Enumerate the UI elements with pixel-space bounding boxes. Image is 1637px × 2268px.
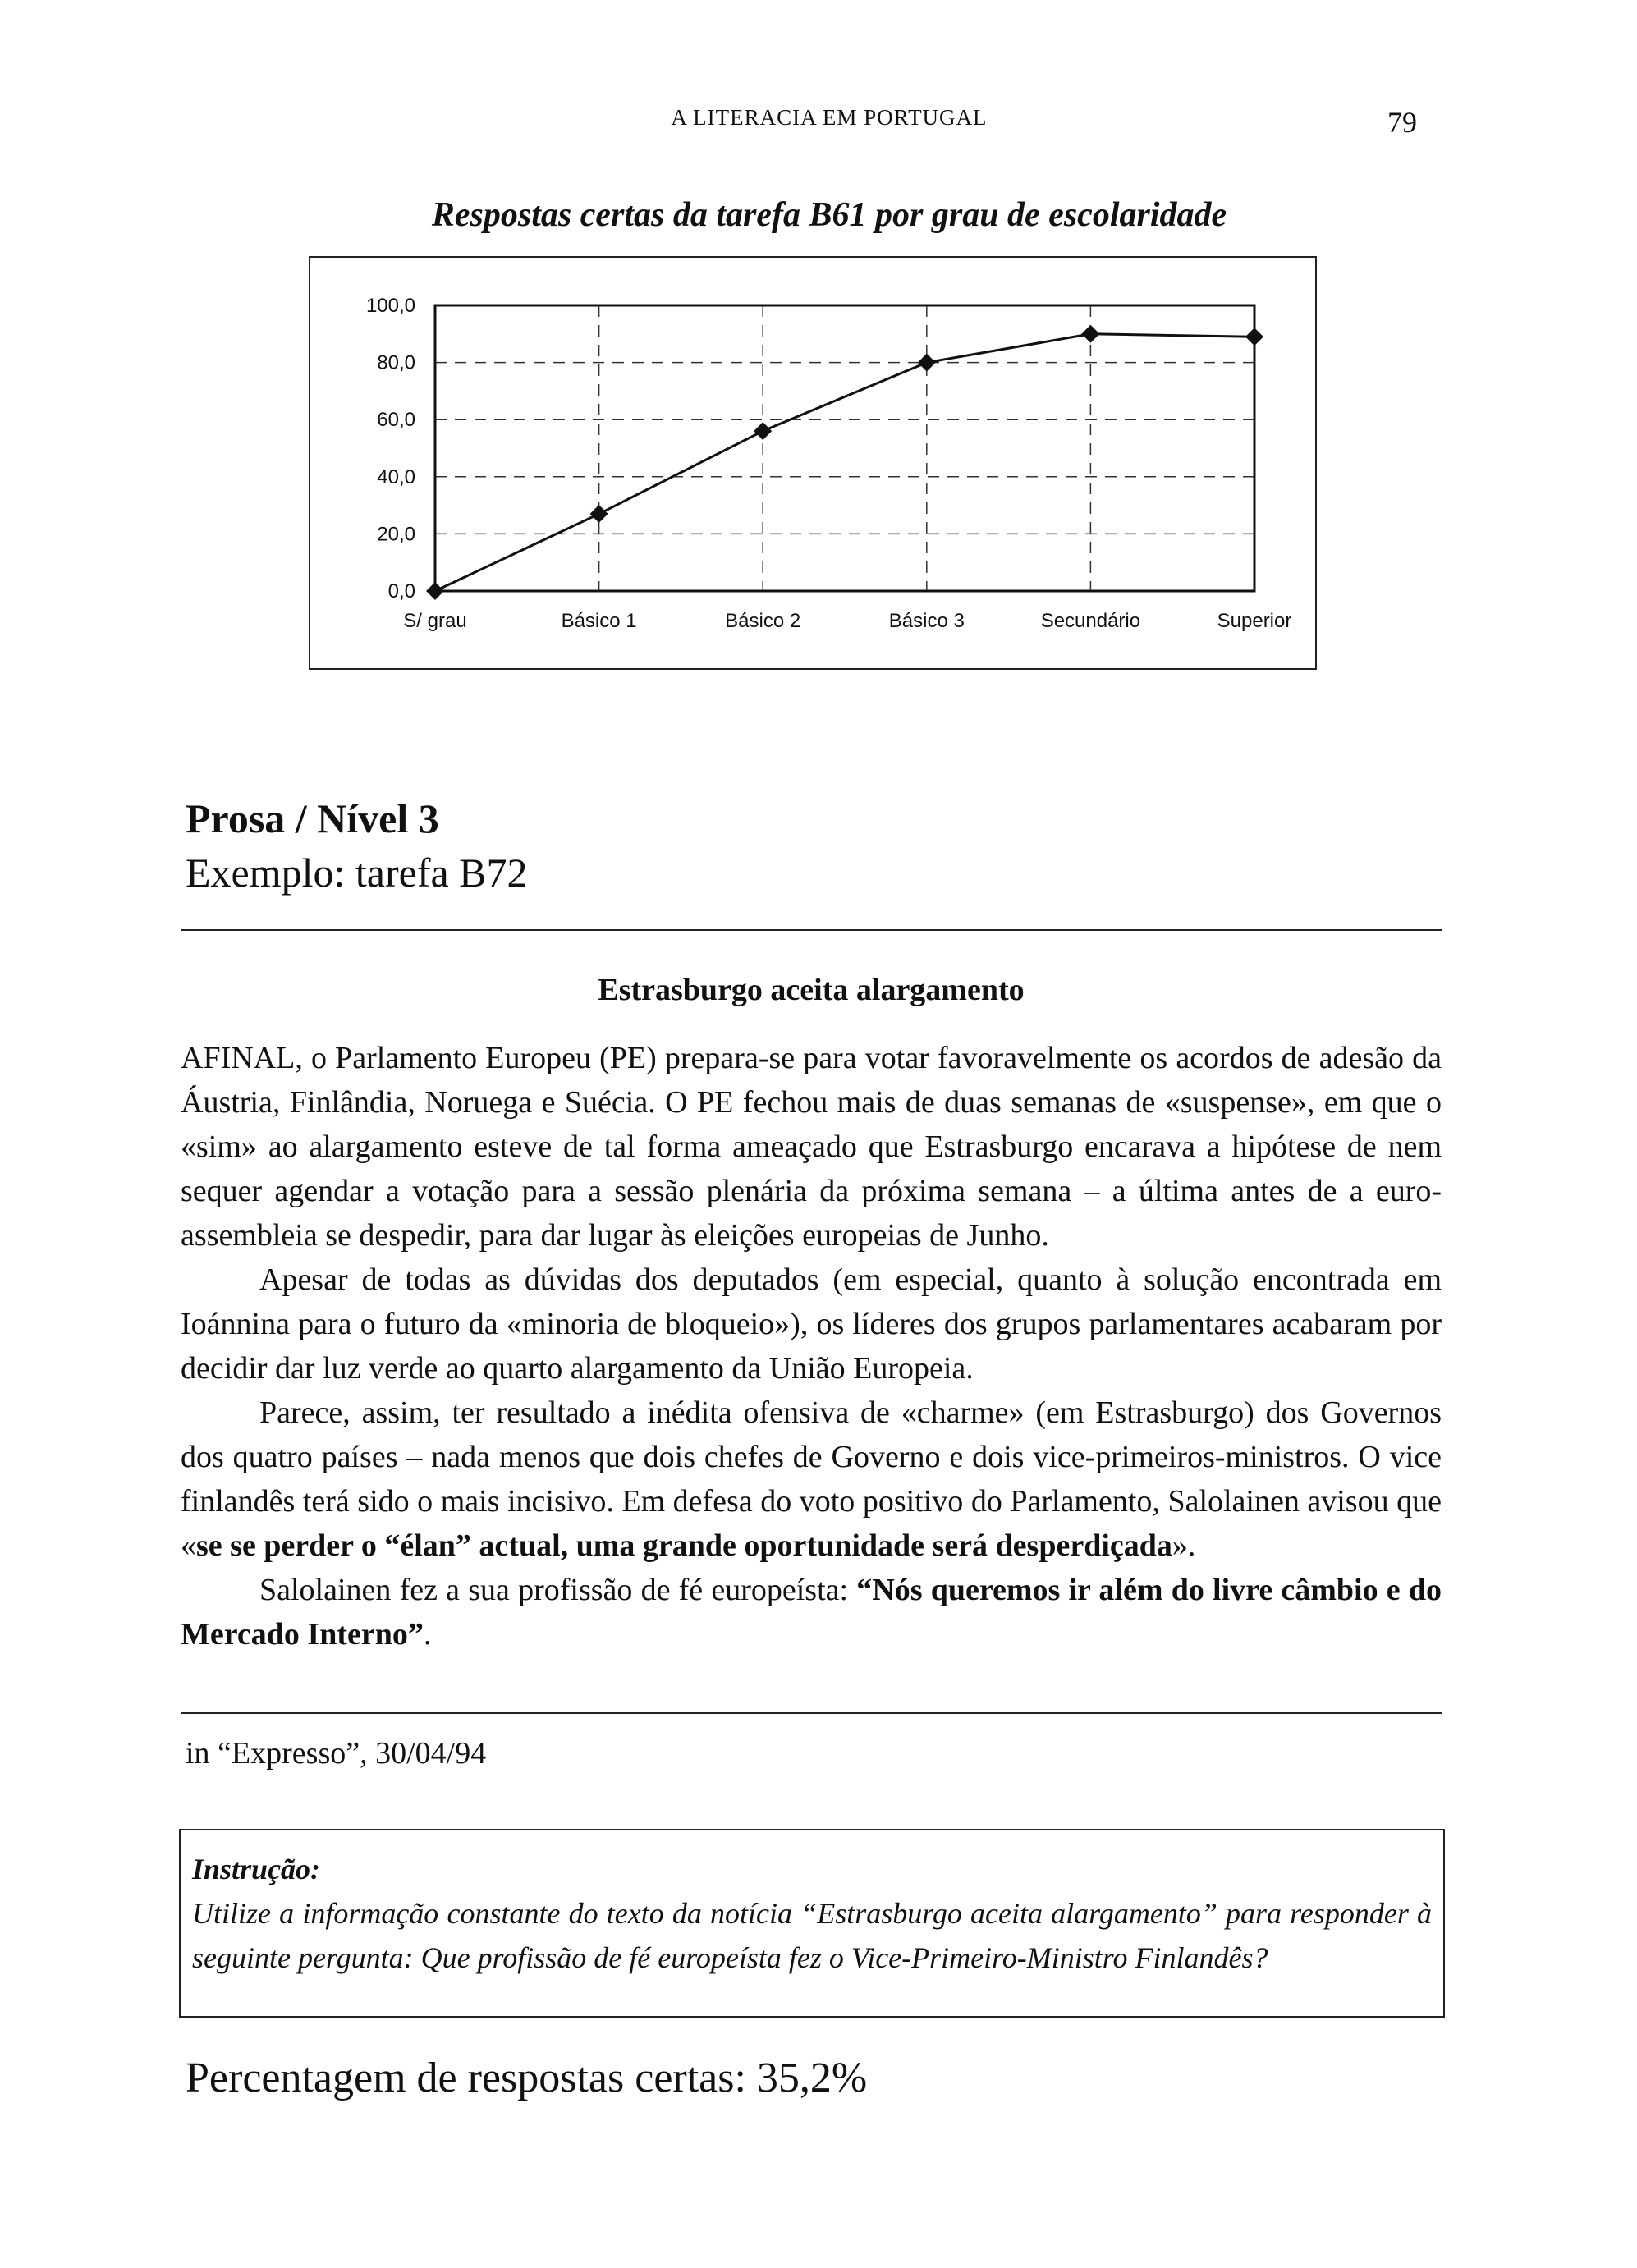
y-tick-label: 60,0 xyxy=(377,409,415,432)
page-number: 79 xyxy=(1387,106,1417,139)
article-source: in “Expresso”, 30/04/94 xyxy=(186,1736,487,1771)
paragraph-4-text: Salolainen fez a sua profissão de fé europeísta: xyxy=(259,1573,857,1607)
section-divider xyxy=(181,929,1442,931)
article-paragraph-4 xyxy=(181,1568,1442,1656)
data-point-marker xyxy=(1081,325,1099,343)
section-subtitle: Exemplo: tarefa B72 xyxy=(186,850,528,896)
x-tick-label: S/ grau xyxy=(403,610,467,632)
line-chart xyxy=(309,256,1317,670)
correct-answers-percentage: Percentagem de respostas certas: 35,2% xyxy=(186,2055,868,2101)
series-line xyxy=(435,334,1254,591)
instruction-box xyxy=(179,1829,1445,2018)
paragraph-3-text: Parece, assim, ter resultado a inédita ofensiva de «charme» (em Estrasburgo) dos Governos dos quatro países – nada menos que dois chefes de Governo e dois vice-primeiros-ministros. O vice finlandês terá sido o mais incisivo. Em defesa do voto positivo do Parlamento, Salolainen avisou que « xyxy=(181,1395,1442,1563)
instruction-label: Instrução: xyxy=(192,1853,321,1885)
y-tick-label: 80,0 xyxy=(377,351,415,374)
data-point-marker xyxy=(754,422,772,440)
paragraph-3-quote: se se perder o “élan” actual, uma grande oportunidade será desperdiçada xyxy=(196,1528,1172,1563)
paragraph-4-end: . xyxy=(423,1617,432,1652)
chart-title: Respostas certas da tarefa B61 por grau de escolaridade xyxy=(431,196,1227,234)
data-point-marker xyxy=(426,582,444,600)
y-tick-label: 40,0 xyxy=(377,465,415,488)
x-tick-label: Básico 2 xyxy=(725,610,801,632)
data-point-marker xyxy=(918,354,936,372)
x-tick-label: Básico 3 xyxy=(888,610,965,632)
article-title: Estrasburgo aceita alargamento xyxy=(598,973,1025,1007)
plot-area xyxy=(435,305,1254,591)
data-point-marker xyxy=(590,505,608,523)
paragraph-3-end: ». xyxy=(1172,1528,1196,1563)
article-paragraph-2: Apesar de todas as dúvidas dos deputados (em especial, quanto à solução encontrada em Ioánnina para o futuro da «minoria de bloqueio»), os líderes dos grupos parlamentares acabaram por decidir dar luz verde ao quarto alargamento da União Europeia. xyxy=(181,1262,1442,1386)
y-tick-label: 100,0 xyxy=(365,295,415,317)
y-tick-label: 0,0 xyxy=(387,580,415,603)
paragraph-4-quote: “Nós queremos ir além do livre câmbio e do Mercado Interno” xyxy=(181,1573,1442,1652)
x-tick-label: Secundário xyxy=(1040,610,1141,632)
instruction-text: Utilize a informação constante do texto da notícia “Estrasburgo aceita alargamento” para responder à seguinte pergunta: Que profissão de fé europeísta fez o Vice-Primeiro-Ministro Finlandês? xyxy=(192,1897,1432,1974)
running-title: A LITERACIA EM PORTUGAL xyxy=(671,105,988,130)
x-tick-label: Básico 1 xyxy=(561,610,637,632)
article-body xyxy=(181,1036,1442,1656)
article-paragraph-1: AFINAL, o Parlamento Europeu (PE) prepara-se para votar favoravelmente os acordos de adesão da Áustria, Finlândia, Noruega e Suécia. O PE fechou mais de duas semanas de «suspense», em que o «sim» ao alargamento esteve de tal forma ameaçado que Estrasburgo encarava a hipótese de nem sequer agendar a votação para a sessão plenária da próxima semana – a última antes de a euro-assembleia se despedir, para dar lugar às eleições europeias de Junho. xyxy=(181,1041,1442,1253)
x-tick-label: Superior xyxy=(1217,610,1292,632)
y-tick-label: 20,0 xyxy=(377,523,415,546)
article-paragraph-3 xyxy=(181,1391,1442,1568)
data-point-marker xyxy=(1245,328,1263,346)
article-divider xyxy=(181,1712,1442,1714)
section-title: Prosa / Nível 3 xyxy=(186,795,439,841)
